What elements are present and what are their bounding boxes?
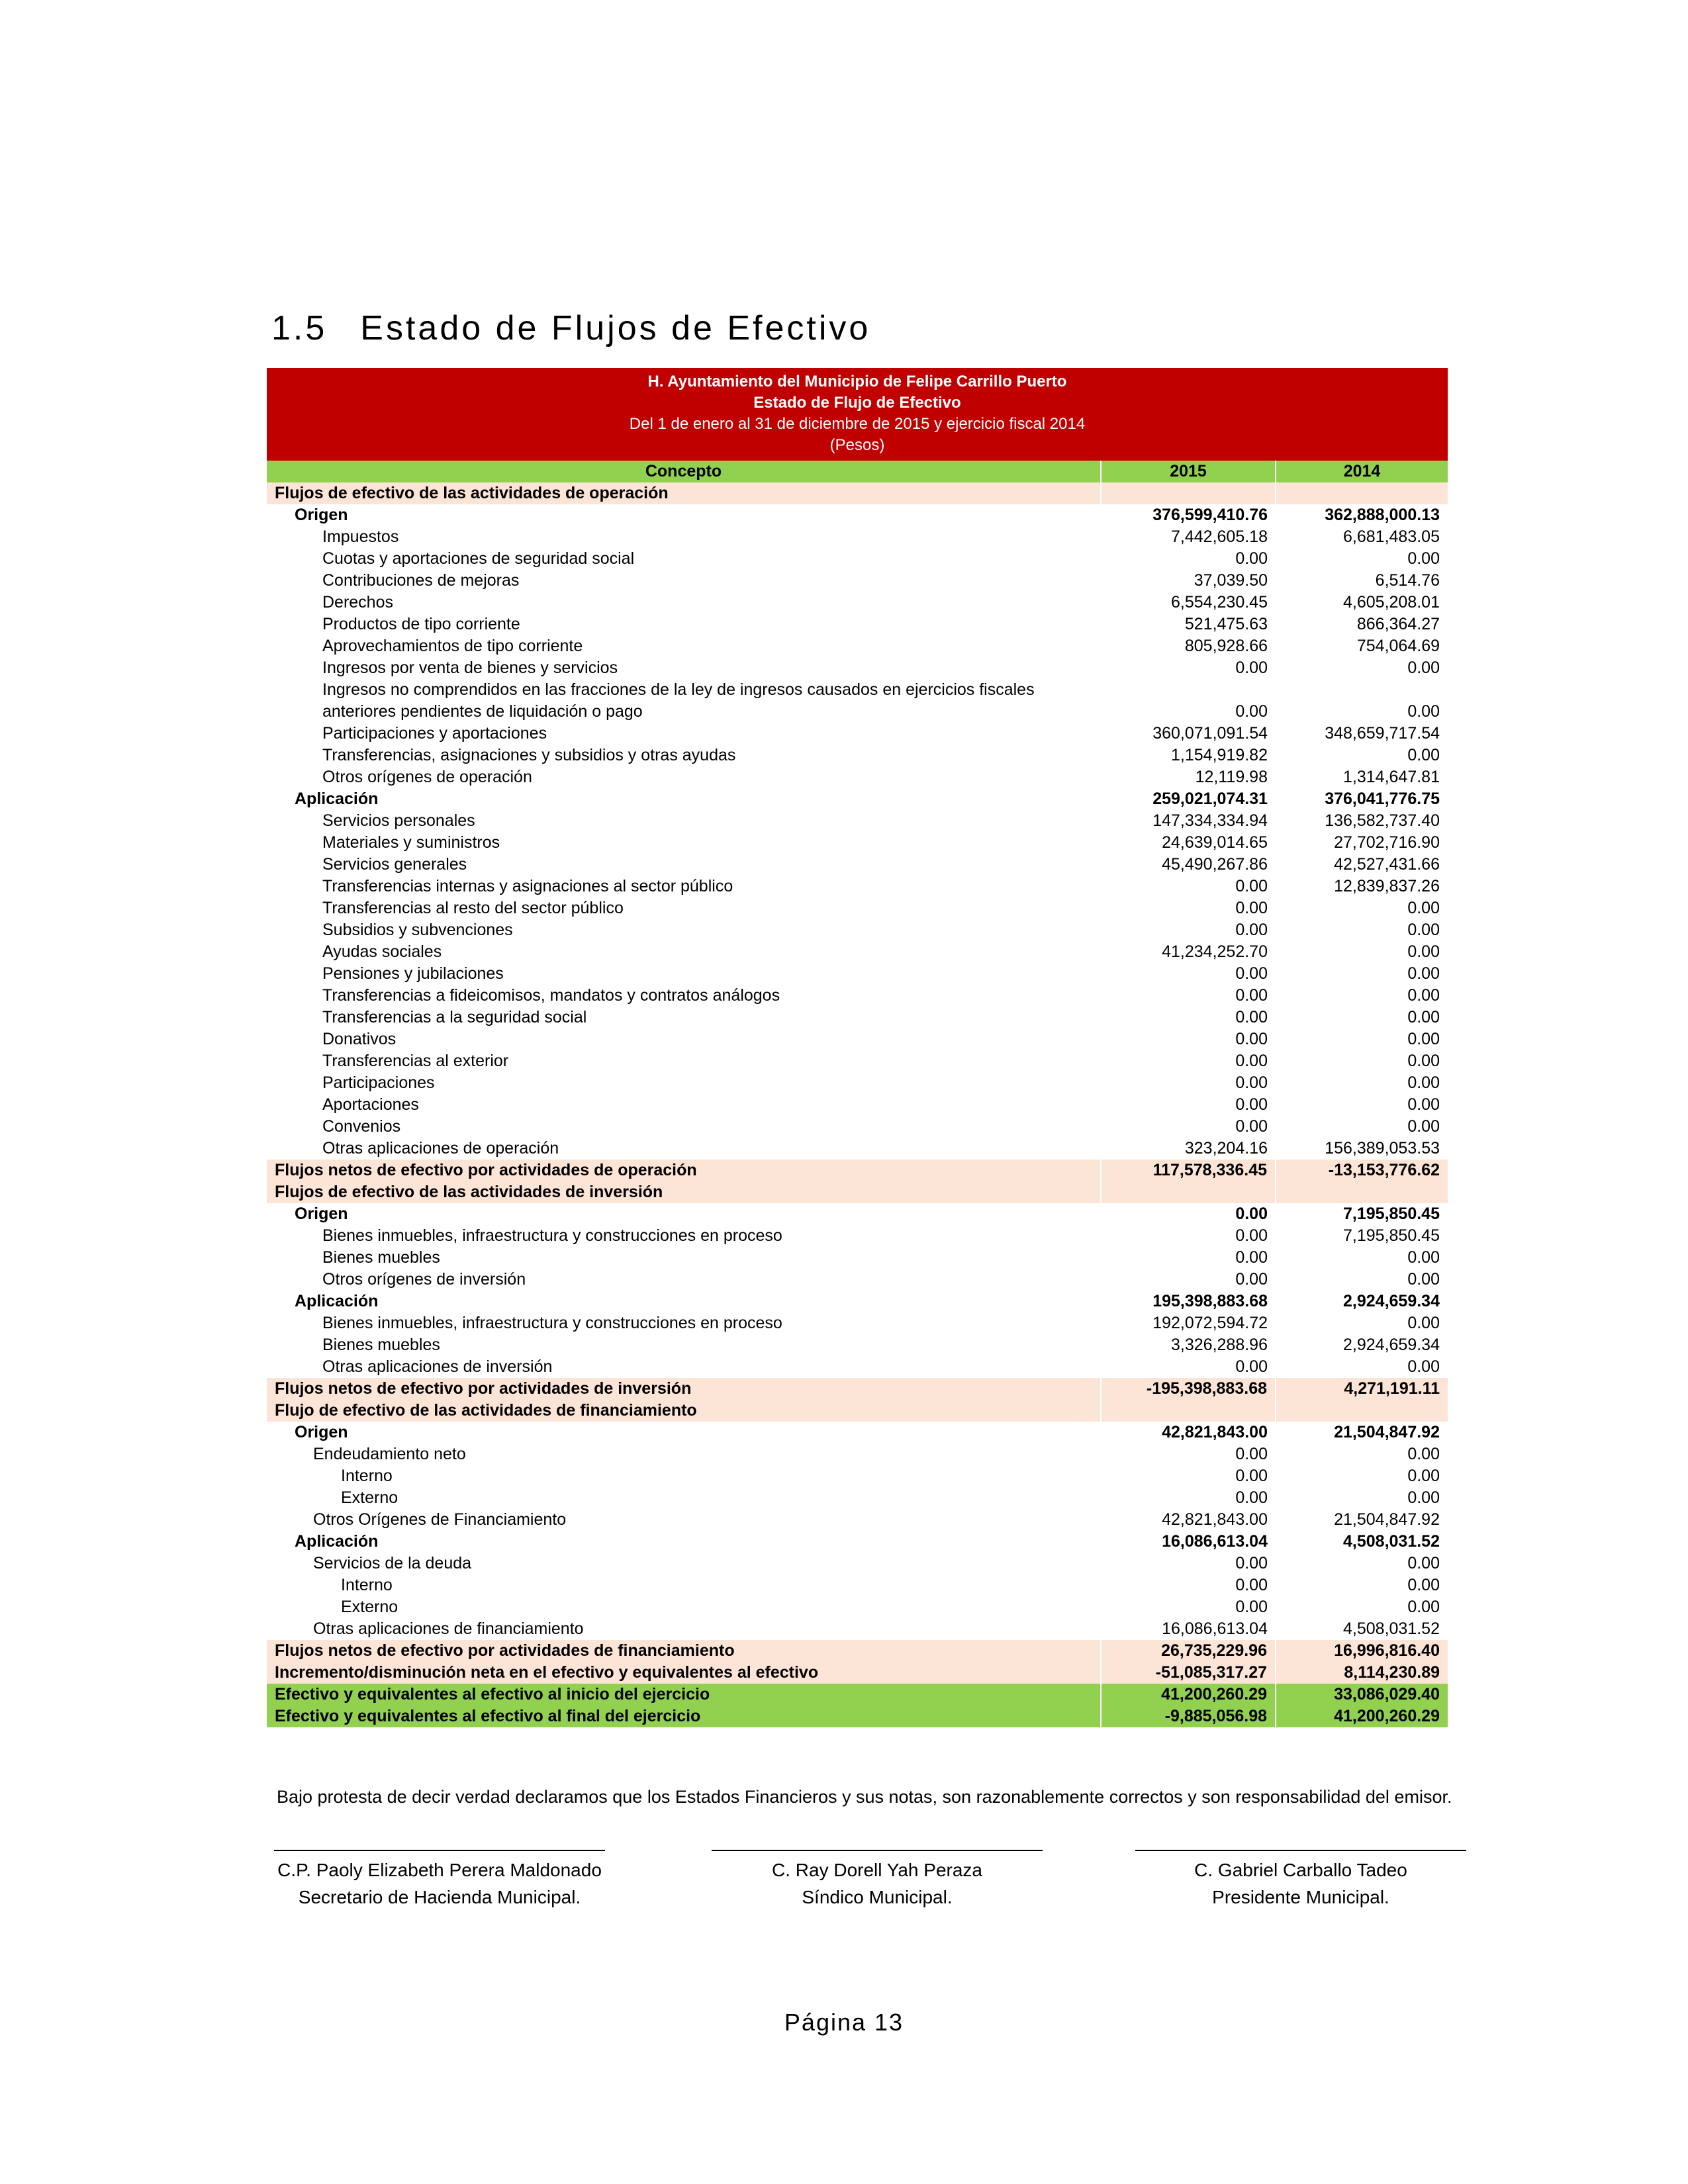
- table-row: [267, 1138, 1448, 1160]
- row-label: Materiales y suministros: [322, 833, 500, 852]
- statement-units: (Pesos): [829, 436, 885, 454]
- table-row: [267, 1094, 1448, 1116]
- value-2014: 156,389,053.53: [1325, 1139, 1440, 1158]
- value-2014: 4,508,031.52: [1343, 1619, 1440, 1638]
- table-row: [267, 1203, 1448, 1225]
- table-row: [267, 1422, 1448, 1443]
- value-2015: 0.00: [1235, 1008, 1268, 1026]
- value-2014: 0.00: [1407, 1270, 1440, 1289]
- table-row: [267, 1181, 1448, 1203]
- value-2015: 192,072,594.72: [1152, 1314, 1268, 1332]
- row-label: Servicios generales: [322, 855, 467, 874]
- table-row: [267, 766, 1448, 788]
- row-label: Pensiones y jubilaciones: [322, 964, 504, 983]
- value-2014: 136,582,737.40: [1325, 811, 1440, 830]
- value-2014: 7,195,850.45: [1343, 1226, 1440, 1245]
- value-2015: 45,490,267.86: [1162, 855, 1268, 874]
- table-row: [267, 504, 1448, 526]
- table-row: [267, 1400, 1448, 1422]
- table-row: [267, 897, 1448, 919]
- row-label: Derechos: [322, 593, 393, 612]
- signatory-role: Síndico Municipal.: [802, 1887, 953, 1907]
- value-2014: 0.00: [1407, 1554, 1440, 1572]
- row-label: Transferencias al resto del sector público: [322, 899, 624, 917]
- cash-flow-table: [267, 461, 1448, 1727]
- table-row: [267, 1312, 1448, 1334]
- table-row: [267, 1618, 1448, 1640]
- value-2014: 8,114,230.89: [1276, 1662, 1448, 1684]
- table-row: [267, 1225, 1448, 1247]
- row-label: Aprovechamientos de tipo corriente: [322, 637, 583, 655]
- value-2015: 0.00: [1235, 1467, 1268, 1485]
- statement-period: Del 1 de enero al 31 de diciembre de 2015 y ejercicio fiscal 2014: [629, 415, 1086, 433]
- row-label: Transferencias a fideicomisos, mandatos y contratos análogos: [322, 986, 780, 1005]
- value-2014: 362,888,000.13: [1325, 506, 1440, 524]
- table-row: [267, 657, 1448, 679]
- value-2014: [1276, 1400, 1448, 1422]
- row-label: Otros Orígenes de Financiamiento: [313, 1510, 567, 1529]
- value-2015: 42,821,843.00: [1162, 1423, 1268, 1441]
- table-header: [267, 461, 1448, 482]
- table-row: [267, 1334, 1448, 1356]
- table-row: [267, 745, 1448, 766]
- row-label: Flujos netos de efectivo por actividades de inversión: [267, 1378, 1101, 1400]
- value-2015: [1101, 482, 1276, 504]
- table-row: [267, 1028, 1448, 1050]
- value-2015: 0.00: [1235, 1117, 1268, 1136]
- value-2014: 0.00: [1407, 1357, 1440, 1376]
- section-number: 1.5: [271, 309, 328, 347]
- value-2015: 0.00: [1235, 899, 1268, 917]
- value-2014: 0.00: [1407, 1598, 1440, 1616]
- value-2015: 0.00: [1235, 1095, 1268, 1114]
- row-label: Aportaciones: [322, 1095, 419, 1114]
- row-label: Cuotas y aportaciones de seguridad social: [322, 549, 635, 568]
- header-concept: Concepto: [267, 461, 1101, 482]
- entity-name: H. Ayuntamiento del Municipio de Felipe Carrillo Puerto: [647, 373, 1067, 390]
- value-2014: 21,504,847.92: [1334, 1510, 1440, 1529]
- row-label: Donativos: [322, 1030, 397, 1048]
- table-row: [267, 1356, 1448, 1378]
- value-2015: [1101, 1181, 1276, 1203]
- row-label: Contribuciones de mejoras: [322, 571, 520, 590]
- signatory-role: Secretario de Hacienda Municipal.: [298, 1887, 581, 1907]
- row-label: Ingresos no comprendidos en las fracciones de la ley de ingresos causados en ejercicios fiscales anteriores pendientes de liquidación o pago: [322, 680, 1035, 721]
- value-2015: 3,326,288.96: [1171, 1336, 1268, 1354]
- value-2015: 259,021,074.31: [1152, 790, 1268, 808]
- table-row: [267, 723, 1448, 745]
- statement-name: Estado de Flujo de Efectivo: [753, 394, 961, 412]
- table-row: [267, 1640, 1448, 1662]
- value-2014: 0.00: [1407, 1488, 1440, 1507]
- signatory-name: C.P. Paoly Elizabeth Perera Maldonado: [277, 1860, 602, 1880]
- table-row: [267, 876, 1448, 897]
- value-2015: 0.00: [1235, 1030, 1268, 1048]
- value-2014: 0.00: [1407, 659, 1440, 677]
- table-row: [267, 1465, 1448, 1487]
- table-row: [267, 1247, 1448, 1269]
- value-2014: 348,659,717.54: [1325, 724, 1440, 743]
- value-2015: 0.00: [1235, 1226, 1268, 1245]
- value-2015: 147,334,334.94: [1152, 811, 1268, 830]
- row-label: Servicios personales: [322, 811, 475, 830]
- value-2015: 6,554,230.45: [1171, 593, 1268, 612]
- row-label: Otras aplicaciones de inversión: [322, 1357, 553, 1376]
- row-label: Otros orígenes de inversión: [322, 1270, 526, 1289]
- value-2014: 0.00: [1407, 1467, 1440, 1485]
- value-2015: [1101, 1400, 1276, 1422]
- row-label: Endeudamiento neto: [313, 1445, 466, 1463]
- value-2014: 42,527,431.66: [1334, 855, 1440, 874]
- value-2015: 7,442,605.18: [1171, 527, 1268, 546]
- value-2015: 0.00: [1235, 1554, 1268, 1572]
- value-2014: 4,605,208.01: [1343, 593, 1440, 612]
- table-row: [267, 548, 1448, 570]
- value-2015: 323,204.16: [1184, 1139, 1268, 1158]
- signature-line: [274, 1850, 605, 1851]
- row-label: Convenios: [322, 1117, 401, 1136]
- row-label: Origen: [295, 506, 348, 524]
- value-2015: 805,928.66: [1184, 637, 1268, 655]
- value-2014: -13,153,776.62: [1276, 1160, 1448, 1181]
- value-2015: 24,639,014.65: [1162, 833, 1268, 852]
- signatory-role: Presidente Municipal.: [1212, 1887, 1389, 1907]
- signatory-name: C. Gabriel Carballo Tadeo: [1194, 1860, 1407, 1880]
- value-2015: 0.00: [1235, 877, 1268, 895]
- header-2015: 2015: [1101, 461, 1276, 482]
- table-row: [267, 941, 1448, 963]
- value-2014: 0.00: [1407, 986, 1440, 1005]
- value-2015: -195,398,883.68: [1101, 1378, 1276, 1400]
- table-row: [267, 963, 1448, 985]
- value-2014: 1,314,647.81: [1343, 768, 1440, 786]
- row-label: Bienes inmuebles, infraestructura y construcciones en proceso: [322, 1226, 782, 1245]
- row-label: Otros orígenes de operación: [322, 768, 532, 786]
- value-2015: 195,398,883.68: [1152, 1292, 1268, 1310]
- value-2014: 0.00: [1407, 899, 1440, 917]
- value-2014: 4,508,031.52: [1343, 1532, 1440, 1551]
- signatory-name: C. Ray Dorell Yah Peraza: [772, 1860, 982, 1880]
- table-row: [267, 1116, 1448, 1138]
- header-2014: 2014: [1276, 461, 1448, 482]
- row-label: Aplicación: [295, 790, 379, 808]
- table-row: [267, 985, 1448, 1007]
- row-label: Aplicación: [295, 1292, 379, 1310]
- row-label: Flujo de efectivo de las actividades de financiamiento: [267, 1400, 1101, 1422]
- value-2015: 0.00: [1235, 1488, 1268, 1507]
- table-row: [267, 1378, 1448, 1400]
- value-2015: 0.00: [1235, 1576, 1268, 1594]
- value-2014: 4,271,191.11: [1276, 1378, 1448, 1400]
- value-2015: 26,735,229.96: [1101, 1640, 1276, 1662]
- row-label: Interno: [341, 1576, 393, 1594]
- value-2015: 16,086,613.04: [1162, 1532, 1268, 1551]
- value-2015: 0.00: [1235, 921, 1268, 939]
- table-row: [267, 832, 1448, 854]
- value-2014: 0.00: [1407, 1117, 1440, 1136]
- row-label: Productos de tipo corriente: [322, 615, 520, 633]
- value-2015: 16,086,613.04: [1162, 1619, 1268, 1638]
- signature-block-president: [1135, 1850, 1466, 1911]
- value-2014: 0.00: [1407, 549, 1440, 568]
- value-2015: 41,200,260.29: [1101, 1684, 1276, 1706]
- value-2014: 12,839,837.26: [1334, 877, 1440, 895]
- table-row: [267, 1706, 1448, 1727]
- value-2015: 42,821,843.00: [1162, 1510, 1268, 1529]
- value-2014: 2,924,659.34: [1343, 1292, 1440, 1310]
- table-row: [267, 810, 1448, 832]
- value-2014: 754,064.69: [1356, 637, 1440, 655]
- value-2015: 0.00: [1235, 549, 1268, 568]
- table-row: [267, 788, 1448, 810]
- row-label: Transferencias, asignaciones y subsidios y otras ayudas: [322, 746, 736, 764]
- row-label: Transferencias al exterior: [322, 1052, 509, 1070]
- value-2015: 0.00: [1235, 964, 1268, 983]
- row-label: Origen: [295, 1205, 348, 1223]
- value-2015: 521,475.63: [1184, 615, 1268, 633]
- value-2014: 0.00: [1407, 702, 1440, 721]
- declaration-text: Bajo protesta de decir verdad declaramos que los Estados Financieros y sus notas, son razonablemente correctos y son responsabilidad del emisor.: [277, 1787, 1452, 1807]
- table-row: [267, 1574, 1448, 1596]
- value-2014: 0.00: [1407, 1073, 1440, 1092]
- table-row: [267, 1662, 1448, 1684]
- row-label: Servicios de la deuda: [313, 1554, 472, 1572]
- value-2014: 0.00: [1407, 921, 1440, 939]
- row-label: Transferencias a la seguridad social: [322, 1008, 587, 1026]
- row-label: Flujos de efectivo de las actividades de operación: [267, 482, 1101, 504]
- value-2014: 0.00: [1407, 1445, 1440, 1463]
- value-2014: 27,702,716.90: [1334, 833, 1440, 852]
- signature-line: [712, 1850, 1043, 1851]
- row-label: Transferencias internas y asignaciones al sector público: [322, 877, 733, 895]
- table-row: [267, 635, 1448, 657]
- value-2014: 0.00: [1407, 1008, 1440, 1026]
- row-label: Bienes muebles: [322, 1248, 440, 1267]
- value-2015: 37,039.50: [1194, 571, 1268, 590]
- value-2015: 0.00: [1235, 1248, 1268, 1267]
- value-2014: 41,200,260.29: [1276, 1706, 1448, 1727]
- table-row: [267, 1160, 1448, 1181]
- row-label: Efectivo y equivalentes al efectivo al final del ejercicio: [267, 1706, 1101, 1727]
- table-row: [267, 1509, 1448, 1531]
- table-row: [267, 1443, 1448, 1465]
- value-2015: 1,154,919.82: [1171, 746, 1268, 764]
- value-2014: 2,924,659.34: [1343, 1336, 1440, 1354]
- row-label: Ingresos por venta de bienes y servicios: [322, 659, 618, 677]
- table-row: [267, 854, 1448, 876]
- row-label: Flujos netos de efectivo por actividades de financiamiento: [267, 1640, 1101, 1662]
- row-label: Participaciones: [322, 1073, 435, 1092]
- value-2015: 376,599,410.76: [1152, 506, 1268, 524]
- value-2015: 0.00: [1235, 1598, 1268, 1616]
- signature-block-treasury: [274, 1850, 605, 1911]
- statement-banner: [267, 368, 1448, 461]
- table-row: [267, 1553, 1448, 1574]
- cash-flow-statement: [267, 368, 1448, 1727]
- value-2015: 0.00: [1235, 659, 1268, 677]
- table-row: [267, 592, 1448, 614]
- value-2015: 0.00: [1235, 1357, 1268, 1376]
- row-label: Flujos netos de efectivo por actividades de operación: [267, 1160, 1101, 1181]
- page-number: Página 13: [784, 2009, 904, 2036]
- signature-block-sindico: [712, 1850, 1043, 1911]
- value-2015: 0.00: [1235, 1270, 1268, 1289]
- value-2014: 0.00: [1407, 1576, 1440, 1594]
- value-2014: 7,195,850.45: [1343, 1205, 1440, 1223]
- value-2014: 33,086,029.40: [1276, 1684, 1448, 1706]
- section-title: Estado de Flujos de Efectivo: [360, 309, 871, 347]
- value-2014: [1276, 482, 1448, 504]
- table-row: [267, 482, 1448, 504]
- value-2015: 0.00: [1235, 1205, 1268, 1223]
- value-2015: -51,085,317.27: [1101, 1662, 1276, 1684]
- table-row: [267, 1684, 1448, 1706]
- value-2015: 117,578,336.45: [1101, 1160, 1276, 1181]
- row-label: Aplicación: [295, 1532, 379, 1551]
- signature-line: [1135, 1850, 1466, 1851]
- row-label: Origen: [295, 1423, 348, 1441]
- table-row: [267, 679, 1448, 723]
- value-2014: 376,041,776.75: [1325, 790, 1440, 808]
- table-row: [267, 1269, 1448, 1291]
- value-2015: 0.00: [1235, 1052, 1268, 1070]
- value-2014: 0.00: [1407, 1030, 1440, 1048]
- row-label: Efectivo y equivalentes al efectivo al inicio del ejercicio: [267, 1684, 1101, 1706]
- value-2014: 6,514.76: [1375, 571, 1440, 590]
- table-row: [267, 614, 1448, 635]
- table-row: [267, 1050, 1448, 1072]
- value-2014: 16,996,816.40: [1276, 1640, 1448, 1662]
- row-label: Otras aplicaciones de operación: [322, 1139, 559, 1158]
- value-2015: 0.00: [1235, 1073, 1268, 1092]
- table-row: [267, 1596, 1448, 1618]
- row-label: Externo: [341, 1488, 399, 1507]
- value-2014: [1276, 1181, 1448, 1203]
- row-label: Participaciones y aportaciones: [322, 724, 547, 743]
- value-2014: 866,364.27: [1356, 615, 1440, 633]
- value-2015: 0.00: [1235, 1445, 1268, 1463]
- value-2015: 12,119.98: [1195, 768, 1268, 786]
- row-label: Flujos de efectivo de las actividades de inversión: [267, 1181, 1101, 1203]
- value-2015: 0.00: [1235, 702, 1268, 721]
- table-row: [267, 1487, 1448, 1509]
- row-label: Impuestos: [322, 527, 399, 546]
- row-label: Externo: [341, 1598, 399, 1616]
- table-row: [267, 526, 1448, 548]
- row-label: Bienes muebles: [322, 1336, 440, 1354]
- table-row: [267, 570, 1448, 592]
- value-2014: 0.00: [1407, 1095, 1440, 1114]
- value-2015: -9,885,056.98: [1101, 1706, 1276, 1727]
- table-row: [267, 1291, 1448, 1312]
- table-row: [267, 1072, 1448, 1094]
- value-2014: 0.00: [1407, 1052, 1440, 1070]
- row-label: Otras aplicaciones de financiamiento: [313, 1619, 584, 1638]
- value-2014: 0.00: [1407, 1248, 1440, 1267]
- section-heading: [271, 308, 870, 348]
- value-2014: 0.00: [1407, 1314, 1440, 1332]
- row-label: Bienes inmuebles, infraestructura y construcciones en proceso: [322, 1314, 782, 1332]
- table-row: [267, 1531, 1448, 1553]
- table-row: [267, 1007, 1448, 1028]
- row-label: Interno: [341, 1467, 393, 1485]
- value-2015: 0.00: [1235, 986, 1268, 1005]
- row-label: Incremento/disminución neta en el efectivo y equivalentes al efectivo: [267, 1662, 1101, 1684]
- value-2014: 21,504,847.92: [1334, 1423, 1440, 1441]
- value-2014: 6,681,483.05: [1343, 527, 1440, 546]
- table-row: [267, 919, 1448, 941]
- row-label: Ayudas sociales: [322, 942, 442, 961]
- value-2014: 0.00: [1407, 746, 1440, 764]
- value-2015: 41,234,252.70: [1162, 942, 1268, 961]
- row-label: Subsidios y subvenciones: [322, 921, 513, 939]
- value-2015: 360,071,091.54: [1152, 724, 1268, 743]
- value-2014: 0.00: [1407, 964, 1440, 983]
- value-2014: 0.00: [1407, 942, 1440, 961]
